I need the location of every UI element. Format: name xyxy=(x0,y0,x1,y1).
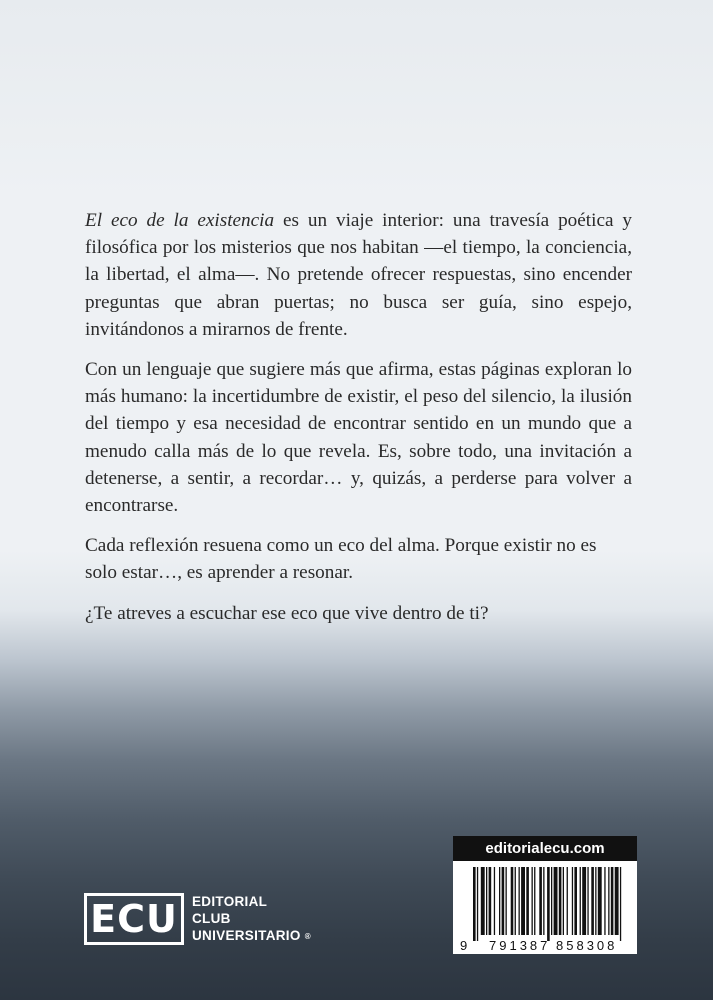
publisher-line-3-text: UNIVERSITARIO xyxy=(192,928,301,944)
blurb-question: ¿Te atreves a escuchar ese eco que vive dentro de ti? xyxy=(85,602,489,624)
publisher-website: editorialecu.com xyxy=(453,836,637,861)
back-cover-blurb xyxy=(85,207,632,640)
isbn-barcode-block xyxy=(453,836,637,954)
publisher-name xyxy=(192,893,311,945)
barcode-digits-left: 791387 xyxy=(489,938,551,953)
barcode-bars xyxy=(473,867,621,941)
blurb-paragraph-2: Con un lenguaje que sugiere más que afirma, estas páginas exploran lo más humano: la incertidumbre de existir, el peso del silencio, la ilusión del tiempo y esa necesidad de encontrar sentido en un mundo que a menudo calla más de lo que revela. Es, sobre todo, una invitación a detenerse, a sentir, a recordar… y, quizás, a perderse para volver a encontrarse. xyxy=(85,359,632,517)
blurb-paragraph-3: Cada reflexión resuena como un eco del alma. Porque existir no es solo estar…, es aprender a resonar. xyxy=(85,535,597,584)
book-title: El eco de la existencia xyxy=(85,210,275,231)
blurb-paragraph-1-text: es un viaje interior: una travesía poética y filosófica por los misterios que nos habitan —el tiempo, la conciencia, la libertad, el alma—. No pretende ofrecer respuestas, sino encender preguntas que abran puertas; no busca ser guía, sino espejo, invitándonos a mirarnos de frente. xyxy=(85,210,632,340)
publisher-line-2: CLUB xyxy=(192,911,231,927)
registered-mark: ® xyxy=(304,931,311,941)
publisher-line-3 xyxy=(192,927,311,945)
publisher-logo xyxy=(84,891,311,947)
blurb-paragraph-1 xyxy=(85,207,632,343)
barcode-digit-lead: 9 xyxy=(460,938,468,953)
barcode-digits-right: 858308 xyxy=(556,938,618,953)
publisher-line-1: EDITORIAL xyxy=(192,894,268,910)
isbn-barcode xyxy=(453,861,637,954)
ecu-logo-mark: ECU xyxy=(84,893,184,945)
